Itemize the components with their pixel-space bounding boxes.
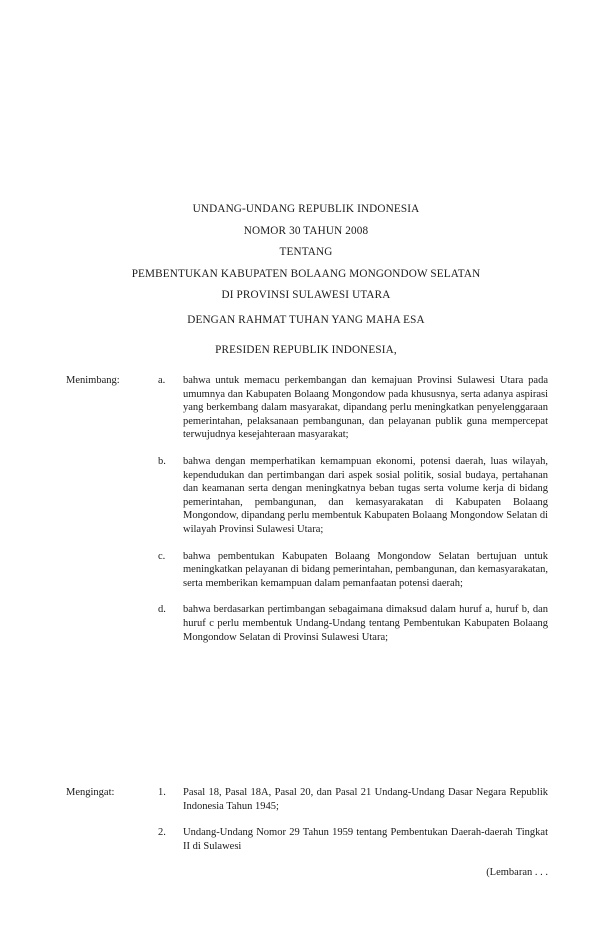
preamble-authority: PRESIDEN REPUBLIK INDONESIA, — [215, 344, 397, 357]
clause-item-d — [66, 603, 548, 644]
legal-basis-label: Mengingat: — [66, 787, 115, 798]
footer-catchword: (Lembaran . . . — [486, 867, 548, 878]
document-title-block — [66, 199, 546, 307]
clause-text: bahwa untuk memacu perkembangan dan kemajuan Provinsi Sulawesi Utara pada umumnya dan Kabupaten Bolaang Mongondow pada khususnya, serta adanya aspirasi yang berkembang dalam masyarakat, dipandang perlu meningkatkan penyelenggaraan pemerintahan, pelaksanaan pembangunan, dan pelayanan publik guna mempercepat terwujudnya kesejahteraan masyarakat; — [183, 375, 548, 441]
clause-text: bahwa berdasarkan pertimbangan sebagaimana dimaksud dalam huruf a, huruf b, dan huruf c perlu membentuk Undang-Undang tentang Pembentukan Kabupaten Bolaang Mongondow Selatan di Provinsi Sulawesi Utara; — [183, 604, 548, 643]
clause-item-c — [66, 550, 548, 591]
title-line-tentang: TENTANG — [279, 246, 333, 258]
legal-basis-item-1 — [66, 786, 548, 813]
considerations-label: Menimbang: — [66, 375, 120, 386]
clause-marker: b. — [158, 455, 166, 467]
title-line-number: NOMOR 30 TAHUN 2008 — [243, 224, 369, 237]
clause-marker: c. — [158, 550, 166, 562]
clause-marker: 1. — [158, 787, 166, 798]
clause-text: bahwa dengan memperhatikan kemampuan ekonomi, potensi daerah, luas wilayah, kependudukan dan pertimbangan dari aspek sosial politik, sosial budaya, pertahanan dan keamanan serta dengan meningkatnya beban tugas serta volume kerja di bidang pemerintahan, pembangunan, dan kemasyarakatan di Kabupaten Bolaang Mongondow, dipandang perlu membentuk Kabupaten Bolaang Mongondow Selatan di wilayah Provinsi Sulawesi Utara; — [183, 455, 548, 535]
preamble-blessing: DENGAN RAHMAT TUHAN YANG MAHA ESA — [187, 314, 425, 326]
title-line-province: DI PROVINSI SULAWESI UTARA — [221, 289, 391, 301]
clause-item-a — [66, 374, 548, 442]
preamble-block — [66, 315, 546, 356]
clause-text: Undang-Undang Nomor 29 Tahun 1959 tentang Pembentukan Daerah-daerah Tingkat II di Sulawesi — [183, 827, 548, 852]
legal-basis-item-2 — [66, 826, 548, 853]
considerations-section — [66, 374, 548, 644]
clause-item-b — [66, 455, 548, 537]
title-line-law-type: UNDANG-UNDANG REPUBLIK INDONESIA — [192, 203, 420, 215]
legal-basis-section — [66, 786, 548, 853]
clause-marker: a. — [158, 375, 166, 386]
clause-marker: 2. — [158, 827, 166, 839]
title-line-subject: PEMBENTUKAN KABUPATEN BOLAANG MONGONDOW SELATAN — [131, 267, 481, 280]
clause-marker: d. — [158, 604, 166, 616]
clause-text: bahwa pembentukan Kabupaten Bolaang Mongondow Selatan bertujuan untuk meningkatkan pelayanan di bidang pemerintahan, pembangunan, dan kemasyarakatan, serta memberikan kemampuan dalam pemanfaatan potensi daerah; — [183, 550, 548, 589]
clause-text: Pasal 18, Pasal 18A, Pasal 20, dan Pasal 21 Undang-Undang Dasar Negara Republik Indonesia Tahun 1945; — [183, 787, 548, 812]
